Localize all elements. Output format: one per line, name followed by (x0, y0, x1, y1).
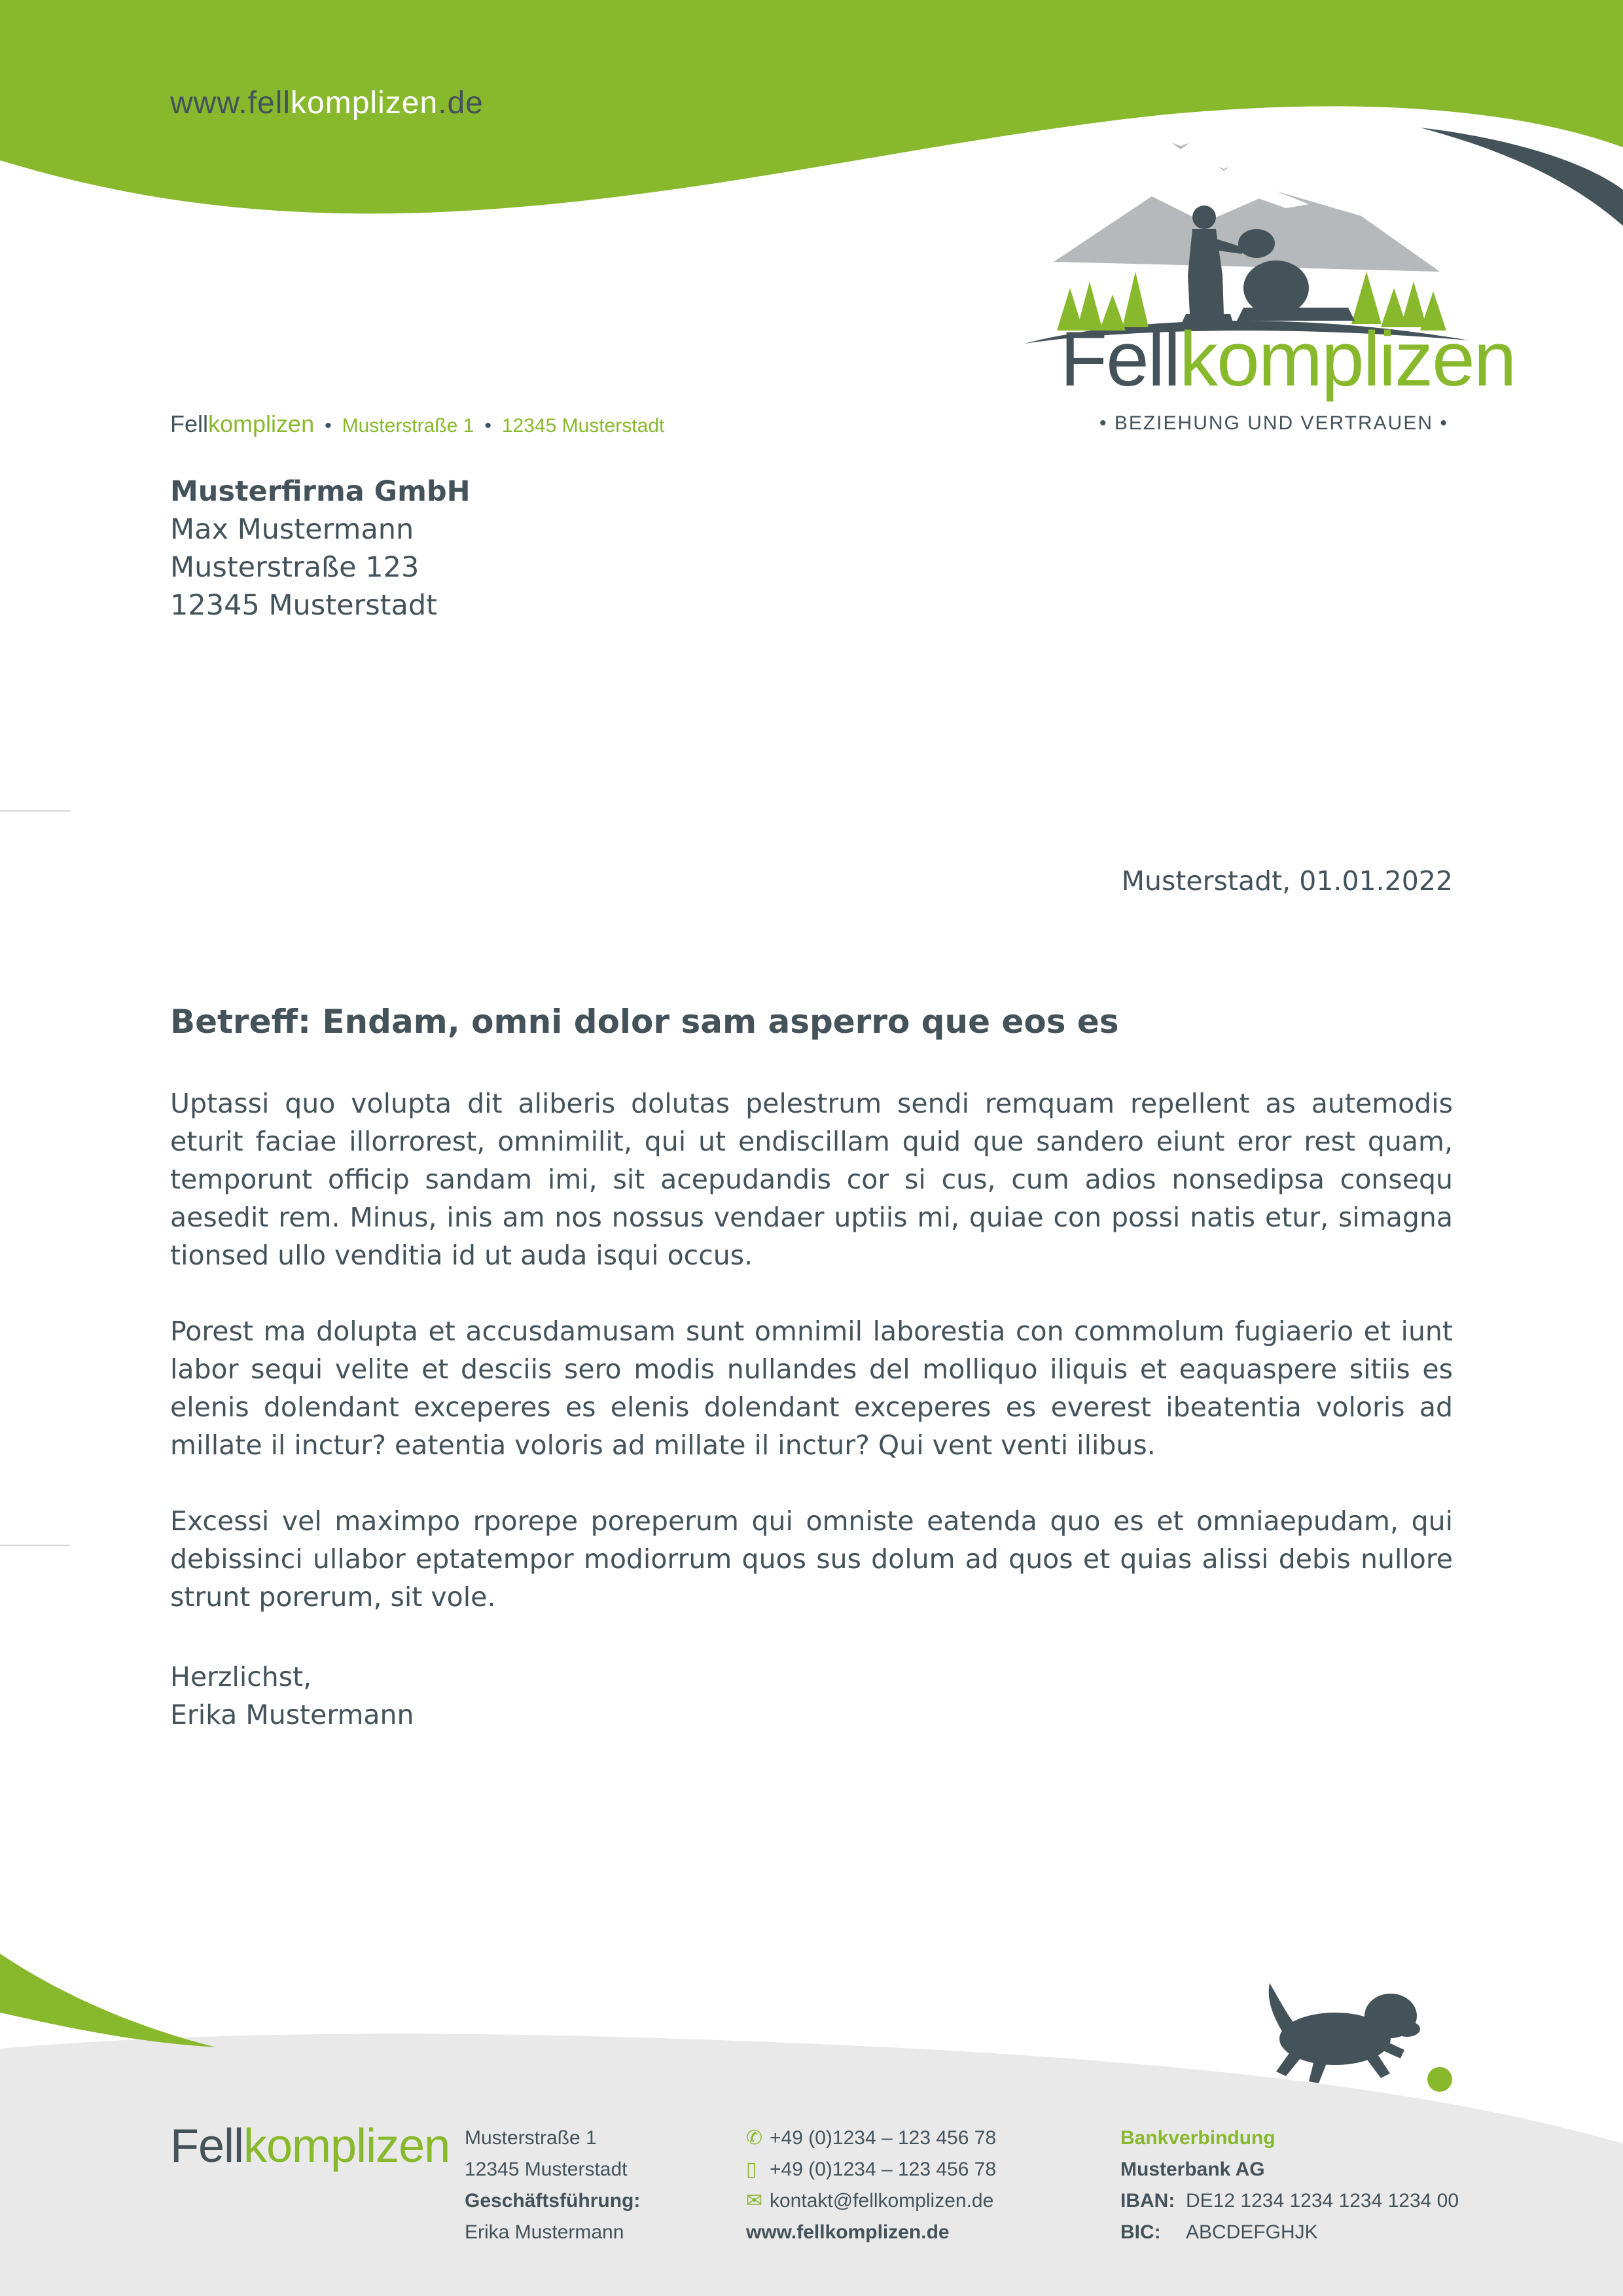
footer-green-dot (1427, 2067, 1452, 2092)
footer-address-column (465, 2123, 640, 2248)
fold-mark (0, 810, 70, 812)
sender-brand-part1: Fell (170, 410, 209, 437)
footer-bank-name: Musterbank AG (1120, 2159, 1265, 2180)
footer-mobile-row[interactable] (746, 2154, 996, 2185)
running-dog-icon (1269, 1983, 1420, 2083)
footer-management-label: Geschäftsführung: (465, 2190, 641, 2212)
footer-logo-wordmark (170, 2119, 450, 2173)
footer-brand-part2: komplizen (243, 2120, 450, 2172)
logo-name-part1: Fell (1060, 316, 1180, 403)
header-website-url[interactable] (170, 85, 484, 121)
sender-city: 12345 Musterstadt (501, 415, 665, 437)
separator-dot: • (484, 415, 491, 437)
recipient-address (170, 473, 471, 624)
mobile-phone-icon: ▯ (746, 2159, 757, 2180)
bic-label: BIC: (1120, 2221, 1161, 2243)
bic-value: ABCDEFGHJK (1186, 2221, 1318, 2243)
recipient-company: Musterfirma GmbH (170, 475, 471, 508)
email-icon: ✉ (746, 2190, 763, 2212)
letter-body (170, 1085, 1453, 1654)
logo-name-part2: komplizen (1179, 316, 1516, 403)
closing-greeting: Herzlichst, (170, 1661, 312, 1693)
logo-tagline: • BEZIEHUNG UND VERTRAUEN • (1099, 412, 1448, 434)
footer-brand-part1: Fell (170, 2120, 244, 2172)
footer-bank-column (1120, 2123, 1459, 2248)
header-dark-swoosh (1420, 128, 1623, 226)
body-paragraph: Uptassi quo volupta dit aliberis dolutas pelestrum sendi remquam repellent as autemodis eturit faciae illorrorest, omnimilit, qui ut endiscillam quid que sandero eiunt eror rest quam, temporunt officip sandam imi, sit acepudandis cor si cus, cum adios nonsedipsa consequ aesedit rem. Minus, inis am nos nossus vendaer uptiis mi, quiae con possi natis etur, simagna tionsed ullo venditia id ut auda isqui occus. (170, 1088, 1453, 1271)
body-paragraph: Excessi vel maximpo rporepe poreperum qui omniste eatenda quo es et omniaepudam, qui debissinci ullabor eptatempor modiorrum quos sus dolum ad quos et quias alissi debis nullore strunt porerum, sit vole. (170, 1505, 1453, 1613)
website-prefix: www.fell (170, 86, 291, 120)
footer-iban-row (1120, 2185, 1459, 2217)
website-highlight: komplizen (291, 86, 438, 120)
iban-value: DE12 1234 1234 1234 1234 00 (1186, 2190, 1459, 2212)
sender-street: Musterstraße 1 (342, 415, 474, 437)
fold-mark (0, 1545, 70, 1546)
logo-wordmark (1060, 316, 1516, 403)
iban-label: IBAN: (1120, 2190, 1175, 2212)
body-paragraph: Porest ma dolupta et accusdamusam sunt omnimil laborestia con commolum fugiaerio et iunt labor sequi velite et desciis sero modis nullandes del molliquo iliquis et eaquaspere sitiis es elenis dolendant exceperes es elenis dolendant exceperes es everest ibeatentia voloris ad millate il inctur? eatentia voloris ad millate il inctur? Qui vent venti ilibus. (170, 1316, 1453, 1461)
footer-bic-row (1120, 2217, 1459, 2248)
footer-website[interactable]: www.fellkomplizen.de (746, 2221, 950, 2243)
footer-management-name: Erika Mustermann (465, 2221, 624, 2243)
letter-closing (170, 1658, 414, 1734)
footer-email: kontakt@fellkomplizen.de (770, 2190, 994, 2212)
footer-green-swoosh (0, 1954, 216, 2047)
footer-contact-column (746, 2123, 996, 2248)
footer-phone-row[interactable] (746, 2123, 996, 2154)
recipient-name: Max Mustermann (170, 513, 414, 546)
website-suffix: .de (438, 86, 484, 120)
sender-brand-part2: komplizen (208, 410, 315, 437)
logo-illustration-icon (1024, 143, 1469, 344)
footer-bank-heading: Bankverbindung (1120, 2127, 1275, 2149)
footer-phone: +49 (0)1234 – 123 456 78 (770, 2127, 997, 2149)
letter-date: Musterstadt, 01.01.2022 (1121, 865, 1453, 897)
footer-street: Musterstraße 1 (465, 2127, 597, 2149)
footer-city: 12345 Musterstadt (465, 2159, 628, 2180)
phone-icon: ✆ (746, 2127, 763, 2149)
signature-name: Erika Mustermann (170, 1699, 414, 1731)
recipient-street: Musterstraße 123 (170, 551, 419, 584)
sender-address-line (170, 410, 664, 438)
separator-dot: • (325, 415, 332, 437)
footer-email-row[interactable] (746, 2185, 996, 2217)
footer-mobile: +49 (0)1234 – 123 456 78 (770, 2159, 997, 2180)
recipient-city: 12345 Musterstadt (170, 589, 437, 622)
sender-brand (170, 410, 314, 437)
letter-subject: Betreff: Endam, omni dolor sam asperro que eos es (170, 1003, 1119, 1041)
